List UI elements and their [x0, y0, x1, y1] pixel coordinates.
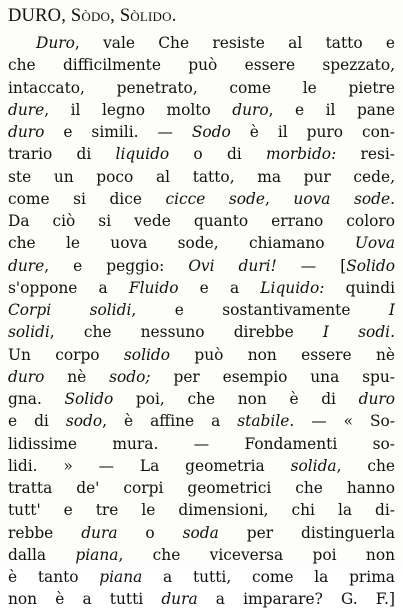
text-run: o: [117, 523, 183, 542]
text-run: per esempio una spu-: [150, 367, 395, 386]
text-run: , vale Che resiste al tatto e: [74, 34, 395, 52]
text-run: dalla: [8, 545, 76, 564]
text-run: e di: [8, 412, 66, 431]
text-line: [8, 344, 395, 366]
italic-term: Fluido: [128, 278, 179, 297]
text-run: o di: [169, 145, 266, 164]
italic-term: Uova: [354, 234, 395, 253]
heading-term-duro: DURO: [8, 6, 62, 26]
italic-term: dura: [161, 590, 198, 609]
text-line: [8, 99, 395, 121]
italic-term: Liquido:: [260, 278, 325, 297]
text-run: Da ciò si vede quanto errano coloro: [8, 212, 395, 230]
italic-term: Solido: [64, 390, 114, 408]
italic-term: I sodi.: [322, 323, 395, 342]
italic-term: duro: [232, 100, 269, 119]
entry-heading: [8, 4, 395, 28]
italic-term: dure: [8, 100, 45, 119]
text-run: — « So-: [294, 412, 395, 431]
text-run: , e il pane: [268, 100, 395, 119]
text-line: [8, 499, 395, 521]
text-run: , e peggio:: [44, 256, 189, 275]
italic-term: dure: [8, 256, 45, 275]
italic-term: soda: [182, 523, 219, 542]
heading-end-period: .: [171, 6, 177, 26]
entry-body: [8, 32, 395, 611]
italic-term: liquido: [115, 145, 170, 164]
text-line: [8, 166, 395, 188]
text-run: ,: [265, 189, 294, 208]
italic-term: morbido:: [265, 145, 337, 164]
text-line: [8, 433, 395, 455]
text-run: , che viceversa poi non: [118, 545, 395, 564]
italic-term: duro: [8, 123, 45, 141]
italic-term: Duro: [36, 34, 75, 52]
text-run: lidi. » — La geometria: [8, 456, 291, 475]
italic-term: piana: [99, 568, 143, 586]
text-run: che difficilmente può essere spezzato,: [8, 56, 395, 75]
text-run: rebbe: [8, 523, 82, 542]
text-run: non è a tutti: [8, 590, 162, 609]
text-run: , che nessuno direbbe: [49, 323, 323, 342]
text-run: intaccato, penetrato, come le pietre: [8, 78, 395, 97]
text-run: tratta de' corpi geometrici che hanno: [8, 479, 395, 497]
text-run: nè: [44, 367, 110, 386]
italic-term: solido: [123, 345, 171, 364]
text-run: è il puro con-: [230, 123, 395, 141]
text-line: [8, 77, 395, 99]
italic-term: sodo;: [109, 367, 151, 386]
text-line: [8, 366, 395, 388]
text-run: , che: [336, 456, 395, 475]
italic-term: uova sode.: [293, 189, 396, 208]
text-line: [8, 410, 395, 432]
heading-term-sodo: Sòdo: [70, 6, 111, 26]
text-run: che le uova sode, chiamano: [8, 234, 355, 253]
italic-term: sodo: [65, 412, 103, 431]
text-run: — [: [276, 256, 347, 275]
text-run: resi-: [336, 145, 395, 164]
text-line: [8, 299, 395, 321]
italic-term: Corpi solidi: [8, 301, 132, 319]
text-line: [8, 321, 395, 343]
italic-term: I: [388, 301, 395, 319]
text-run: ste un poco al tatto, ma pur cede,: [8, 167, 395, 186]
text-line: [8, 566, 395, 588]
text-line: [8, 32, 395, 54]
text-run: s'oppone a: [8, 278, 129, 297]
heading-term-solido: Sòlido: [119, 6, 172, 26]
heading-separator: ,: [110, 6, 120, 26]
italic-term: duro: [358, 390, 395, 408]
text-run: , è affine a: [102, 412, 238, 431]
text-run: gna.: [8, 390, 65, 408]
text-line: [8, 232, 395, 254]
text-line: [8, 121, 395, 143]
text-line: [8, 544, 395, 566]
text-line: [8, 477, 395, 499]
italic-term: cicce sode: [165, 189, 265, 208]
heading-separator: ,: [61, 6, 71, 26]
text-line: [8, 188, 395, 210]
text-run: tutt' e tre le dimensioni, chi la di-: [8, 501, 395, 520]
text-line: [8, 54, 395, 76]
text-line: [8, 388, 395, 410]
text-line: [8, 522, 395, 544]
italic-term: duro: [8, 367, 45, 386]
text-run: e simili. —: [44, 123, 192, 141]
text-line: [8, 255, 395, 277]
text-run: , il legno molto: [44, 100, 233, 119]
text-run: Un corpo: [8, 345, 124, 364]
italic-term: dura: [81, 523, 118, 542]
text-run: quindi: [324, 278, 395, 297]
text-line: [8, 143, 395, 165]
italic-term: stabile.: [237, 412, 295, 431]
italic-term: piana: [75, 545, 119, 564]
text-run: e a: [178, 278, 261, 297]
italic-term: Sodo: [191, 123, 231, 141]
text-run: per distinguerla: [218, 523, 395, 542]
text-run: è tanto: [8, 568, 100, 586]
text-line: [8, 277, 395, 299]
italic-term: Solido: [346, 256, 395, 275]
text-run: trario di: [8, 145, 116, 164]
text-run: lidissime mura. — Fondamenti so-: [8, 434, 395, 453]
text-run: a tutti, come la prima: [142, 568, 395, 586]
italic-term: solida: [290, 456, 337, 475]
italic-term: solidi: [8, 323, 50, 342]
text-run: a imparare? G. F.]: [197, 590, 395, 609]
text-line: [8, 588, 395, 610]
text-line: [8, 455, 395, 477]
text-run: può non essere nè: [170, 345, 395, 364]
text-run: , e sostantivamente: [131, 301, 389, 319]
text-run: poi, che non è di: [113, 390, 359, 408]
italic-term: Ovi duri!: [188, 256, 277, 275]
text-run: come si dice: [8, 189, 166, 208]
text-line: [8, 210, 395, 232]
